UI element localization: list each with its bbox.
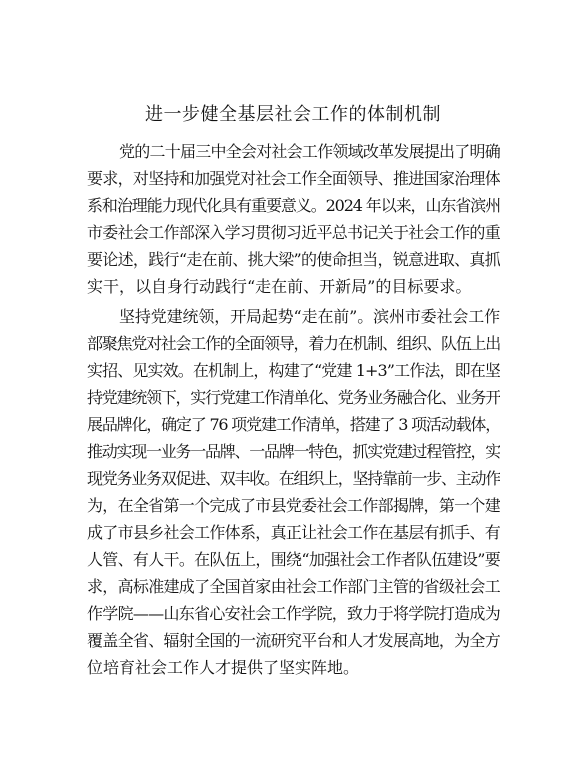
paragraph-line: 部聚焦党对社会工作的全面领导，着力在机制、组织、队伍上出	[87, 334, 500, 353]
document-body	[87, 138, 500, 681]
paragraph-line: 推动实现一业务一品牌、一品牌一特色，抓实党建过程管控，实	[87, 442, 500, 461]
paragraph-line: 坚持党建统领，开局起势“走在前”。滨州市委社会工作	[119, 307, 500, 326]
paragraph-line: 人管、有人干。在队伍上，围绕“加强社会工作者队伍建设”要	[87, 550, 500, 569]
paragraph-line: 展品牌化，确定了 76 项党建工作清单，搭建了 3 项活动载体，	[87, 415, 500, 434]
paragraph-line: 实干，以自身行动践行“走在前、开新局”的目标要求。	[87, 277, 472, 296]
paragraph-line: 为，在全省第一个完成了市县党委社会工作部揭牌，第一个建	[87, 496, 500, 515]
paragraph-line: 位培育社会工作人才提供了坚实阵地。	[87, 658, 360, 677]
paragraph-line: 成了市县乡社会工作体系，真正让社会工作在基层有抓手、有	[87, 523, 500, 542]
paragraph-line: 党的二十届三中全会对社会工作领域改革发展提出了明确	[119, 142, 500, 161]
paragraph-line: 系和治理能力现代化具有重要意义。2024 年以来，山东省滨州	[87, 196, 500, 215]
paragraph-line: 求，高标准建成了全国首家由社会工作部门主管的省级社会工	[87, 577, 500, 596]
paragraph-line: 现党务业务双促进、双丰收。在组织上，坚持靠前一步、主动作	[87, 469, 500, 488]
document-title: 进一步健全基层社会工作的体制机制	[145, 104, 441, 125]
paragraph-2	[87, 303, 500, 681]
paragraph-line: 市委社会工作部深入学习贯彻习近平总书记关于社会工作的重	[87, 223, 500, 242]
paragraph-line: 覆盖全省、辐射全国的一流研究平台和人才发展高地，为全方	[87, 631, 500, 650]
paragraph-line: 实招、见实效。在机制上，构建了“党建 1+3”工作法，即在坚	[87, 361, 500, 380]
paragraph-line: 持党建统领下，实行党建工作清单化、党务业务融合化、业务开	[87, 388, 500, 407]
paragraph-line: 作学院——山东省心安社会工作学院，致力于将学院打造成为	[87, 604, 500, 623]
paragraph-line: 要求，对坚持和加强党对社会工作全面领导、推进国家治理体	[87, 169, 500, 188]
paragraph-1	[87, 138, 500, 300]
paragraph-line: 要论述，践行“走在前、挑大梁”的使命担当，锐意进取、真抓	[87, 250, 500, 269]
